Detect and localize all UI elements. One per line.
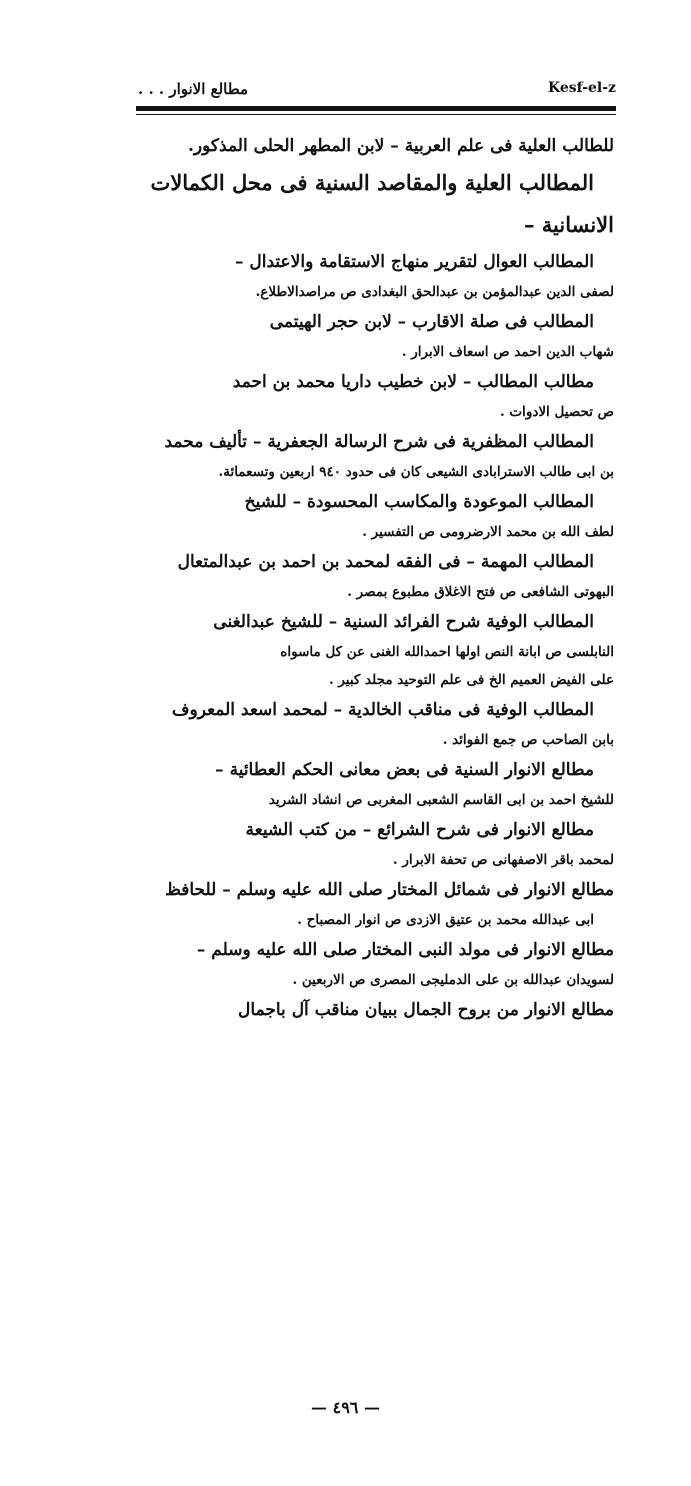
text-line: مطالب المطالب – لابن خطيب داريا محمد بن احمد <box>232 372 594 392</box>
header-rule-thin <box>136 114 616 115</box>
text-line: مطالع الانوار من بروح الجمال ببيان مناقب آل باجمال <box>238 1000 614 1020</box>
text-line: بن ابى طالب الاسترابادى الشيعى كان فى حدود ٩٤٠ اربعين وتسعمائة. <box>218 464 614 480</box>
volume-label: Kesf-el-z <box>548 80 616 96</box>
entry-list <box>138 130 614 1026</box>
text-line: للشيخ احمد بن ابى القاسم الشعبى المغربى ص انشاد الشريد <box>268 792 614 808</box>
text-line: المطالب الوفية فى مناقب الخالدية – لمحمد اسعد المعروف <box>171 700 594 720</box>
text-line: المطالب العلية والمقاصد السنية فى محل الكمالات <box>150 170 594 195</box>
text-line: مطالع الانوار السنية فى بعض معانى الحكم العطائية – <box>215 760 594 780</box>
text-line: لصفى الدين عبدالمؤمن بن عبدالحق البغدادى ص مراصدالاطلاع. <box>255 284 614 300</box>
text-line: المطالب المهمة – فى الفقه لمحمد بن احمد بن عبدالمتعال <box>177 552 594 572</box>
text-line: المطالب الموعودة والمكاسب المحسودة – للشيخ <box>244 492 594 512</box>
text-line: للطالب العلية فى علم العربية – لابن المطهر الحلى المذكور. <box>188 136 614 156</box>
text-line: ابى عبدالله محمد بن عتيق الازدى ص انوار المصباح . <box>297 912 594 928</box>
text-line: المطالب المظفرية فى شرح الرسالة الجعفرية – تأليف محمد <box>164 432 594 452</box>
text-line: لسويدان عبدالله بن على الدمليجى المصرى ص الاربعين . <box>292 972 614 988</box>
text-line: النابلسى ص ابانة النص اولها احمدالله الغنى عن كل ماسواه <box>280 644 614 660</box>
text-line: على الفيض العميم الخ فى علم التوحيد مجلد كبير . <box>328 672 614 688</box>
text-line: المطالب فى صلة الاقارب – لابن حجر الهيتمى <box>269 312 594 332</box>
text-line: مطالع الانوار فى مولد النبى المختار صلى الله عليه وسلم – <box>196 940 614 960</box>
text-line: مطالع الانوار فى شمائل المختار صلى الله عليه وسلم – للحافظ <box>165 880 614 900</box>
text-line: المطالب الوفية شرح الفرائد السنية – للشيخ عبدالغنى <box>213 612 594 632</box>
text-line: بابن الصاحب ص جمع الفوائد . <box>442 732 614 748</box>
text-line: مطالع الانوار فى شرح الشرائع – من كتب الشيعة <box>245 820 594 840</box>
text-line: لطف الله بن محمد الارضرومى ص التفسير . <box>362 524 614 540</box>
text-line: ص تحصيل الادوات . <box>499 404 614 420</box>
header-rule-thick <box>136 106 616 111</box>
running-title: مطالع الانوار . . . <box>138 80 249 98</box>
page-number: — ٤٩٦ — <box>311 1398 380 1417</box>
text-line: المطالب العوال لتقرير منهاج الاستقامة والاعتدال – <box>234 252 594 272</box>
text-line: البهوتى الشافعى ص فتح الاغلاق مطبوع بمصر . <box>347 584 614 600</box>
running-header <box>138 76 616 106</box>
text-line: لمحمد باقر الاصفهانى ص تحفة الابرار . <box>392 852 614 868</box>
text-line: شهاب الدين احمد ص اسعاف الابرار . <box>401 344 614 360</box>
text-line: الانسانية – <box>523 212 614 237</box>
